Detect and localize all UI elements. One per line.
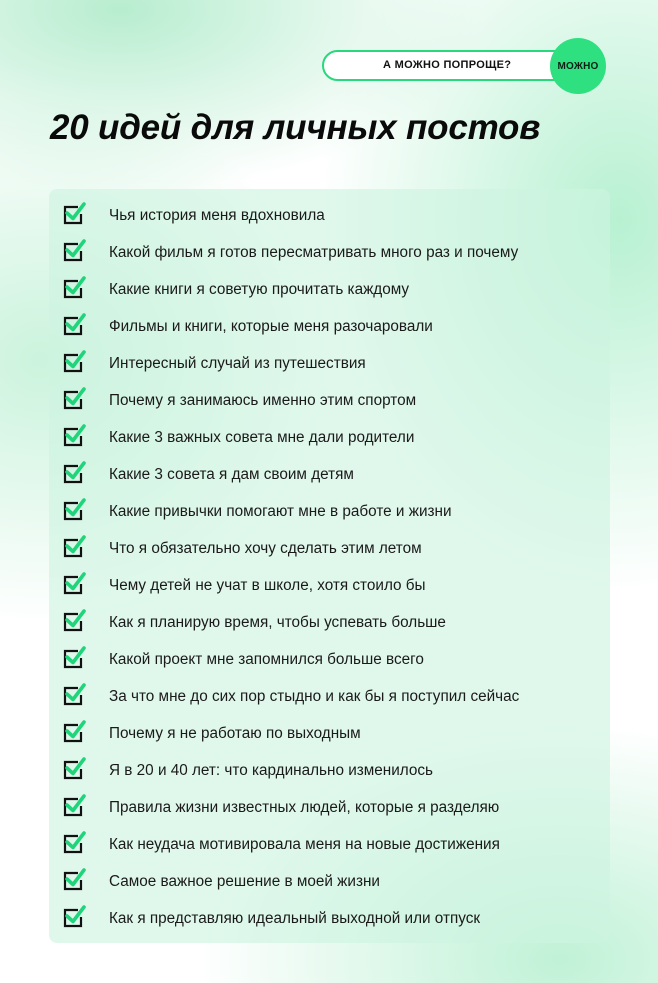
list-item-text: Интересный случай из путешествия <box>109 355 366 372</box>
list-item-text: Как неудача мотивировала меня на новые достижения <box>109 836 500 853</box>
checkbox-checked-icon <box>62 497 86 521</box>
list-item-text: Почему я занимаюсь именно этим спортом <box>109 392 417 409</box>
checkbox-checked-icon <box>62 534 86 558</box>
list-item <box>0 910 658 947</box>
list-item-text: Какие привычки помогают мне в работе и жизни <box>109 503 452 520</box>
list-item <box>0 392 658 429</box>
list-item <box>0 466 658 503</box>
checkbox-checked-icon <box>62 830 86 854</box>
list-item-text: Чья история меня вдохновила <box>109 207 325 224</box>
list-item-text: Почему я не работаю по выходным <box>109 725 361 742</box>
checkbox-checked-icon <box>62 238 86 262</box>
checkbox-checked-icon <box>62 645 86 669</box>
list-item <box>0 207 658 244</box>
list-item-text: Фильмы и книги, которые меня разочаровали <box>109 318 433 335</box>
checkbox-checked-icon <box>62 719 86 743</box>
list-item-text: Какие книги я советую прочитать каждому <box>109 281 410 298</box>
list-item <box>0 614 658 651</box>
list-item-text: Как я планирую время, чтобы успевать больше <box>109 614 446 631</box>
list-item-text: Чему детей не учат в школе, хотя стоило бы <box>109 577 426 594</box>
list-item <box>0 540 658 577</box>
list-item <box>0 725 658 762</box>
checkbox-checked-icon <box>62 201 86 225</box>
list-item <box>0 244 658 281</box>
checkbox-checked-icon <box>62 423 86 447</box>
list-item <box>0 873 658 910</box>
list-item <box>0 651 658 688</box>
list-item-text: За что мне до сих пор стыдно и как бы я поступил сейчас <box>109 688 520 705</box>
list-item <box>0 429 658 466</box>
list-item <box>0 503 658 540</box>
checkbox-checked-icon <box>62 682 86 706</box>
list-item <box>0 318 658 355</box>
list-item-text: Какие 3 важных совета мне дали родители <box>109 429 415 446</box>
checkbox-checked-icon <box>62 756 86 780</box>
checkbox-checked-icon <box>62 386 86 410</box>
checkbox-checked-icon <box>62 349 86 373</box>
list-item-text: Я в 20 и 40 лет: что кардинально изменилось <box>109 762 434 779</box>
list-item-text: Какой фильм я готов пересматривать много раз и почему <box>109 244 519 261</box>
list-item <box>0 281 658 318</box>
list-item-text: Самое важное решение в моей жизни <box>109 873 380 890</box>
answer-badge <box>550 38 606 94</box>
checkbox-checked-icon <box>62 793 86 817</box>
list-item <box>0 799 658 836</box>
checkbox-checked-icon <box>62 608 86 632</box>
list-item <box>0 836 658 873</box>
checkbox-checked-icon <box>62 867 86 891</box>
answer-badge-text: МОЖНО <box>557 60 599 72</box>
list-item <box>0 355 658 392</box>
checkbox-checked-icon <box>62 312 86 336</box>
page-title: 20 идей для личных постов <box>50 108 541 147</box>
list-item <box>0 762 658 799</box>
list-item-text: Какие 3 совета я дам своим детям <box>109 466 354 483</box>
checkbox-checked-icon <box>62 275 86 299</box>
checkbox-checked-icon <box>62 571 86 595</box>
checkbox-checked-icon <box>62 460 86 484</box>
list-item <box>0 577 658 614</box>
checkbox-checked-icon <box>62 904 86 928</box>
list-item-text: Что я обязательно хочу сделать этим летом <box>109 540 422 557</box>
list-item-text: Какой проект мне запомнился больше всего <box>109 651 424 668</box>
tagline-text: А МОЖНО ПОПРОЩЕ? <box>383 59 512 71</box>
list-item-text: Правила жизни известных людей, которые я разделяю <box>109 799 500 816</box>
list-item <box>0 688 658 725</box>
list-item-text: Как я представляю идеальный выходной или отпуск <box>109 910 481 927</box>
